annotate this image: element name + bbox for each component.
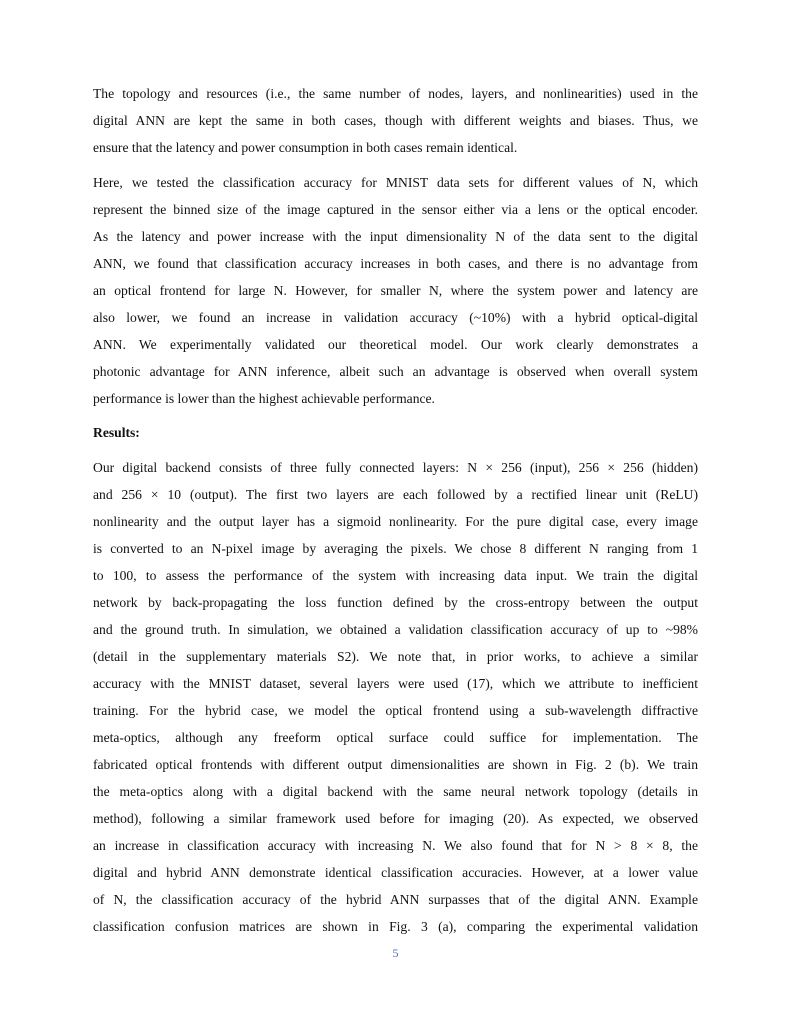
text-line: is converted to an N-pixel image by averaging the pixels. We chose 8 different N ranging from 1 bbox=[93, 541, 698, 556]
text-line: As the latency and power increase with the input dimensionality N of the data sent to the digital bbox=[93, 229, 698, 244]
text-line: The topology and resources (i.e., the same number of nodes, layers, and nonlinearities) used in the bbox=[93, 86, 698, 101]
text-line: ANN, we found that classification accuracy increases in both cases, and there is no advantage from bbox=[93, 256, 698, 271]
text-line: digital ANN are kept the same in both cases, though with different weights and biases. Thus, we bbox=[93, 113, 698, 128]
text-line: meta-optics, although any freeform optical surface could suffice for implementation. The bbox=[93, 730, 698, 745]
text-line: an optical frontend for large N. However, for smaller N, where the system power and latency are bbox=[93, 283, 698, 298]
text-line: method), following a similar framework used before for imaging (20). As expected, we observed bbox=[93, 811, 698, 826]
text-line: fabricated optical frontends with different output dimensionalities are shown in Fig. 2 (b). We train bbox=[93, 757, 698, 772]
text-line: to 100, to assess the performance of the system with increasing data input. We train the digital bbox=[93, 568, 698, 583]
text-line: Here, we tested the classification accuracy for MNIST data sets for different values of N, which bbox=[93, 175, 698, 190]
results-paragraph bbox=[93, 454, 698, 940]
text-line: an increase in classification accuracy with increasing N. We also found that for N > 8 × 8, the bbox=[93, 838, 698, 853]
text-line: of N, the classification accuracy of the hybrid ANN surpasses that of the digital ANN. Example bbox=[93, 892, 698, 907]
text-line: network by back-propagating the loss function defined by the cross-entropy between the output bbox=[93, 595, 698, 610]
text-line: accuracy with the MNIST dataset, several layers were used (17), which we attribute to inefficient bbox=[93, 676, 698, 691]
text-line: nonlinearity and the output layer has a sigmoid nonlinearity. For the pure digital case, every image bbox=[93, 514, 698, 529]
text-line: ensure that the latency and power consumption in both cases remain identical. bbox=[93, 140, 518, 155]
text-line: training. For the hybrid case, we model the optical frontend using a sub-wavelength diffractive bbox=[93, 703, 698, 718]
text-line: photonic advantage for ANN inference, albeit such an advantage is observed when overall system bbox=[93, 364, 698, 379]
text-line: performance is lower than the highest achievable performance. bbox=[93, 391, 435, 406]
text-line: also lower, we found an increase in validation accuracy (~10%) with a hybrid optical-digital bbox=[93, 310, 698, 325]
intro-paragraph-1 bbox=[93, 80, 698, 161]
text-line: ANN. We experimentally validated our theoretical model. Our work clearly demonstrates a bbox=[93, 337, 698, 352]
text-line: the meta-optics along with a digital backend with the same neural network topology (details in bbox=[93, 784, 698, 799]
text-line: and 256 × 10 (output). The first two layers are each followed by a rectified linear unit (ReLU) bbox=[93, 487, 698, 502]
results-heading: Results: bbox=[93, 425, 140, 440]
text-line: digital and hybrid ANN demonstrate identical classification accuracies. However, at a lower value bbox=[93, 865, 698, 880]
text-line: Our digital backend consists of three fully connected layers: N × 256 (input), 256 × 256 (hidden) bbox=[93, 460, 698, 475]
text-line: and the ground truth. In simulation, we obtained a validation classification accuracy of up to ~98% bbox=[93, 622, 698, 637]
page-number: 5 bbox=[392, 946, 399, 960]
text-line: represent the binned size of the image captured in the sensor either via a lens or the optical encoder. bbox=[93, 202, 698, 217]
intro-paragraph-2 bbox=[93, 169, 698, 412]
text-line: (detail in the supplementary materials S2). We note that, in prior works, to achieve a similar bbox=[93, 649, 698, 664]
text-line: classification confusion matrices are shown in Fig. 3 (a), comparing the experimental validation bbox=[93, 919, 698, 934]
